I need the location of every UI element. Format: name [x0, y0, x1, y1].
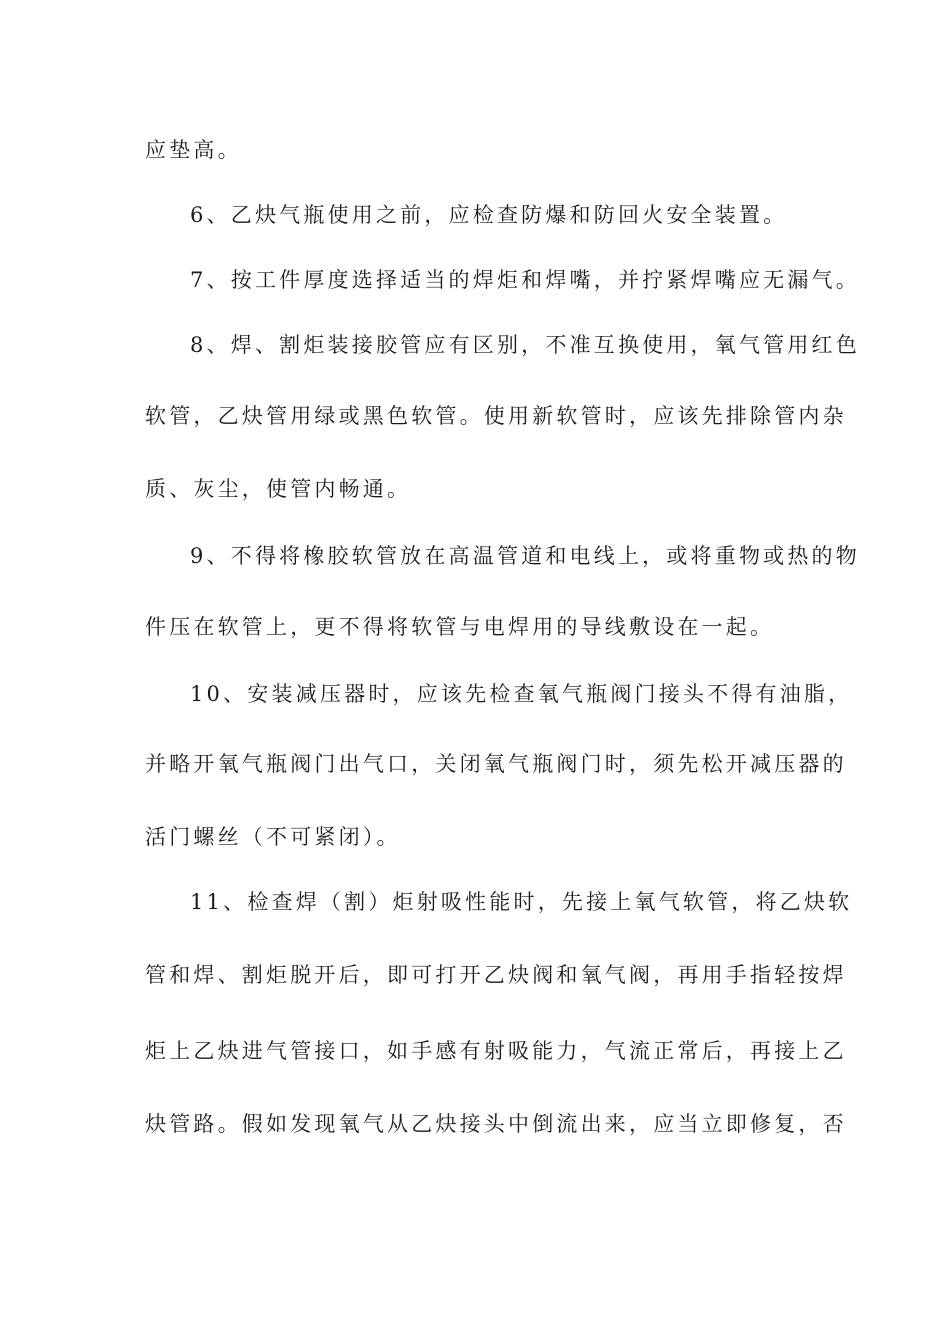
text-line: 质、灰尘，使管内畅通。 [145, 477, 412, 501]
text-line: 炬上乙炔进气管接口，如手感有射吸能力，气流正常后，再接上乙 [145, 1039, 847, 1063]
text-line: 11、检查焊（割）炬射吸性能时，先接上氧气软管，将乙炔软 [190, 890, 853, 914]
text-line: 8、焊、割炬装接胶管应有区别，不准互换使用，氧气管用红色 [190, 333, 860, 357]
text-line: 件压在软管上，更不得将软管与电焊用的导线敷设在一起。 [145, 615, 775, 639]
text-line: 并略开氧气瓶阀门出气口，关闭氧气瓶阀门时，须先松开减压器的 [145, 752, 847, 776]
text-line: 9、不得将橡胶软管放在高温管道和电线上，或将重物或热的物 [190, 544, 860, 568]
text-line: 软管，乙炔管用绿或黑色软管。使用新软管时，应该先排除管内杂 [145, 404, 847, 428]
text-line: 应垫高。 [145, 138, 242, 162]
text-line: 活门螺丝（不可紧闭）。 [145, 825, 401, 849]
text-line: 6、乙炔气瓶使用之前，应检查防爆和防回火安全装置。 [190, 203, 788, 227]
text-line: 10、安装减压器时，应该先检查氧气瓶阀门接头不得有油脂， [190, 682, 853, 706]
text-line: 7、按工件厚度选择适当的焊炬和焊嘴，并拧紧焊嘴应无漏气。 [190, 268, 860, 292]
text-line: 管和焊、割炬脱开后，即可打开乙炔阀和氧气阀，再用手指轻按焊 [145, 963, 847, 987]
text-line: 炔管路。假如发现氧气从乙炔接头中倒流出来，应当立即修复，否 [145, 1112, 847, 1136]
